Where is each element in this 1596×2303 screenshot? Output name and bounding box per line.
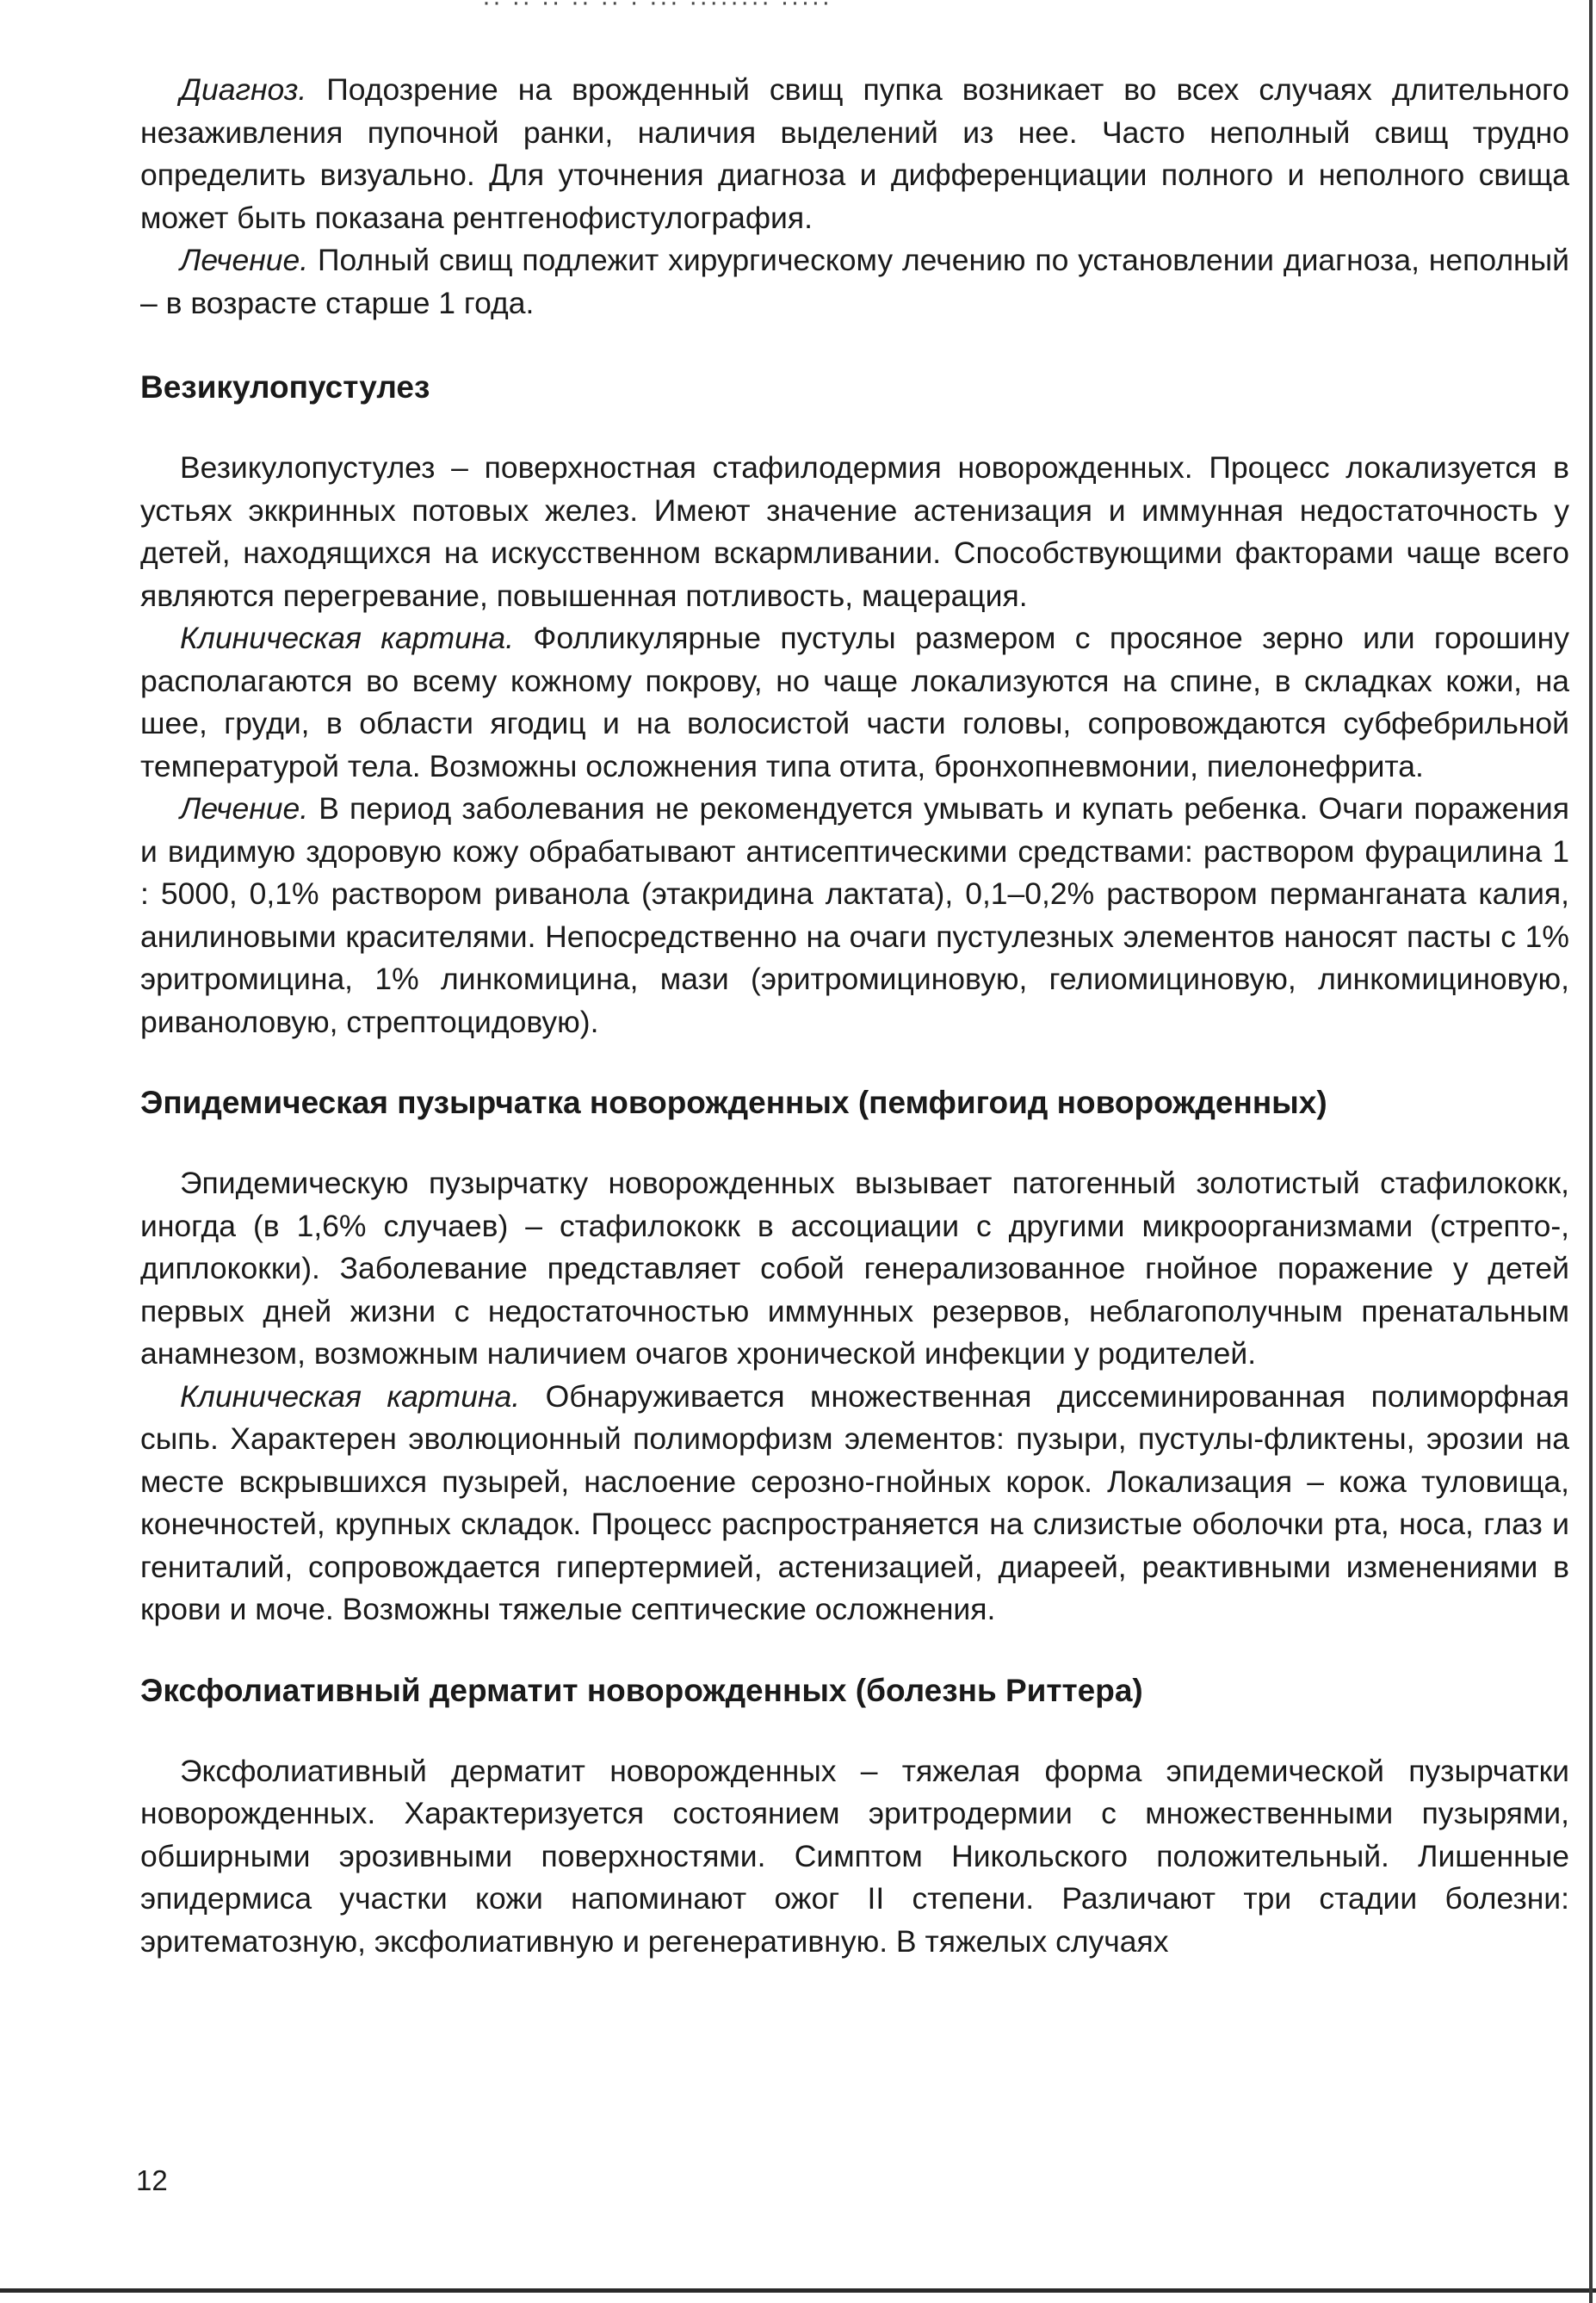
lead-clinical: Клиническая картина. bbox=[180, 1378, 521, 1414]
paragraph-pemphigus-definition: Эпидемическую пузырчатку новорожденных вызывает патогенный золотистый стафилококк, иногда (в 1,6% случаев) – стафилококк в ассоциации с другими микроорганизмами (стрепто-, диплококки). Заболевание представляет собой генерализованное гнойное поражение у детей первых дней жизни с недостаточностью иммунных резервов, неблагополучным пренатальным анамнезом, возможным наличием очагов хронической инфекции у родителей. bbox=[140, 1166, 1569, 1371]
text-treatment: Полный свищ подлежит хирургическому лечению по установлении диагноза, неполный – в возрасте старше 1 года. bbox=[140, 243, 1569, 320]
paragraph-ritter-definition: Эксфолиативный дерматит новорожденных – тяжелая форма эпидемической пузырчатки новорожденных. Характеризуется состоянием эритродермии с множественными пузырями, обширными эрозивными поверхностями. Симптом Никольского положительный. Лишенные эпидермиса участки кожи напоминают ожог II степени. Различают три стадии болезни: эритематозную, эксфолиативную и регенеративную. В тяжелых случаях bbox=[140, 1753, 1569, 1959]
page-number: 12 bbox=[136, 2164, 168, 2196]
page-content bbox=[140, 69, 1569, 1963]
section-title-vesiculopustulosis: Везикулопустулез bbox=[140, 369, 430, 405]
paragraph-vesiculopustulosis-definition: Везикулопустулез – поверхностная стафилодермия новорожденных. Процесс локализуется в устьях эккринных потовых желез. Имеют значение астенизация и иммунная недостаточность у детей, находящихся на искусственном вскармливании. Способствующими факторами чаще всего являются перегревание, повышенная потливость, мацерация. bbox=[140, 450, 1569, 613]
lead-treatment: Лечение. bbox=[180, 243, 309, 277]
text-treatment: В период заболевания не рекомендуется умывать и купать ребенка. Очаги поражения и видимую здоровую кожу обрабатывают антисептическими средствами: раствором фурацилина 1 : 5000, 0,1% раствором риванола (этакридина лактата), 0,1–0,2% раствором перманганата калия, анилиновыми красителями. Непосредственно на очаги пустулезных элементов наносят пасты с 1% эритромицина, 1% линкомицина, мази (эритромициновую, гелиомициновую, линкомициновую, риваноловую, стрептоцидовую). bbox=[140, 791, 1569, 1039]
paragraph-diagnosis bbox=[140, 69, 1569, 239]
paragraph-vesiculopustulosis-treatment bbox=[140, 788, 1569, 1043]
section-title-ritter: Эксфолиативный дерматит новорожденных (болезнь Риттера) bbox=[140, 1672, 1143, 1708]
bottom-rule bbox=[0, 2288, 1596, 2293]
lead-treatment: Лечение. bbox=[180, 791, 309, 826]
paragraph-vesiculopustulosis-clinical bbox=[140, 617, 1569, 788]
text-diagnosis: Подозрение на врожденный свищ пупка возникает во всех случаях длительного незаживления пупочной ранки, наличия выделений из нее. Часто неполный свищ трудно определить визуально. Для уточнения диагноза и дифференциации полного и неполного свища может быть показана рентгенофистулография. bbox=[140, 72, 1569, 235]
running-header: ·· ·· ·· ·· ·· · ··· ········ ····· bbox=[482, 0, 832, 16]
text-clinical: Фолликулярные пустулы размером с просяное зерно или горошину располагаются во всему кожному покрову, но чаще локализуются на спине, в складках кожи, на шее, груди, в области ягодиц и на волосистой части головы, сопровождаются субфебрильной температурой тела. Возможны осложнения типа отита, бронхопневмонии, пиелонефрита. bbox=[140, 621, 1569, 783]
lead-diagnosis: Диагноз. bbox=[180, 72, 307, 107]
section-title-pemphigus: Эпидемическая пузырчатка новорожденных (пемфигоид новорожденных) bbox=[140, 1085, 1327, 1120]
paragraph-fistula-treatment bbox=[140, 239, 1569, 325]
page-edge bbox=[1589, 0, 1593, 2303]
paragraph-pemphigus-clinical bbox=[140, 1376, 1569, 1631]
text-clinical: Обнаруживается множественная диссеминированная полиморфная сыпь. Характерен эволюционный полиморфизм элементов: пузыри, пустулы-фликтены, эрозии на месте вскрывшихся пузырей, наслоение серозно-гнойных корок. Локализация – кожа туловища, конечностей, крупных складок. Процесс распространяется на слизистые оболочки рта, носа, глаз и гениталий, сопровождается гипертермией, астенизацией, диареей, реактивными изменениями в крови и моче. Возможны тяжелые септические осложнения. bbox=[140, 1378, 1569, 1626]
lead-clinical: Клиническая картина. bbox=[180, 621, 514, 655]
